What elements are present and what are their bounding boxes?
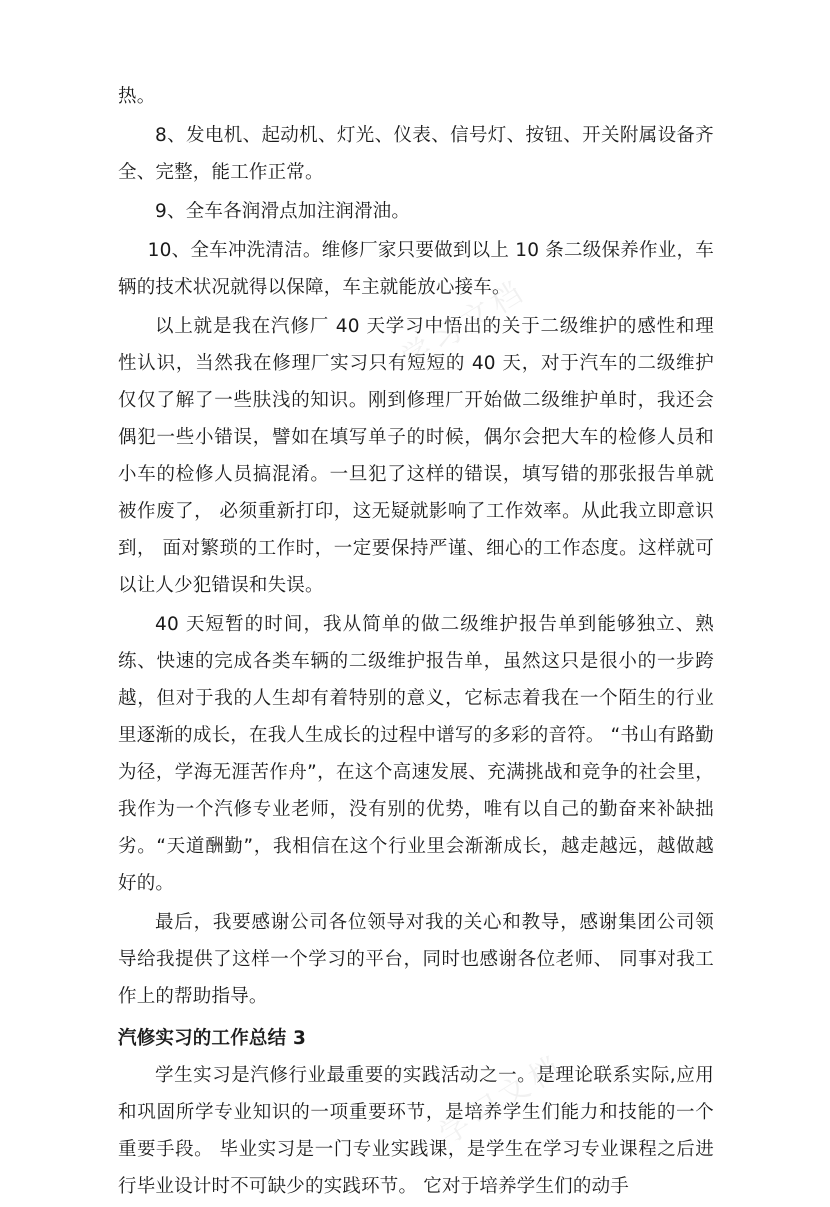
paragraph: 40 天短暂的时间，我从简单的做二级维护报告单到能够独立、熟练、快速的完成各类车辆的二级维护报告单，虽然这只是很小的一步跨越，但对于我的人生却有着特别的意义，它标志着我在一个陌生的行业里逐渐的成长，在我人生成长的过程中谱写的多彩的音符。 “书山有路勤为径，学海无涯苦作舟”，在这个高速发展、充满挑战和竞争的社会里，我作为一个汽修专业老师，没有别的优势，唯有以自己的勤奋来补缺拙劣。“天道酬勤”，我相信在这个行业里会渐渐成长，越走越远，越做越好的。 <box>118 614 714 894</box>
section-heading: 汽修实习的工作总结 3 <box>118 1028 307 1049</box>
paragraph: 9、全车各润滑点加注润滑油。 <box>155 201 411 222</box>
paragraph: 10、全车冲洗清洁。维修厂家只要做到以上 10 条二级保养作业，车辆的技术状况就得以保障，车主就能放心接车。 <box>118 240 714 298</box>
paragraph: 最后，我要感谢公司各位领导对我的关心和教导，感谢集团公司领导给我提供了这样一个学习的平台，同时也感谢各位老师、 同事对我工作上的帮助指导。 <box>118 912 714 1007</box>
paragraph: 热。 <box>118 86 156 107</box>
watermark-2: 学习文档 <box>433 1048 571 1152</box>
paragraph: 以上就是我在汽修厂 40 天学习中悟出的关于二级维护的感性和理性认识，当然我在修理厂实习只有短短的 40 天，对于汽车的二级维护仅仅了解了一些肤浅的知识。刚到修理厂开始做二级维护单时，我还会偶犯一些小错误，譬如在填写单子的时候，偶尔会把大车的检修人员和小车的检修人员搞混淆。一旦犯了这样的错误，填写错的那张报告单就被作废了， 必须重新打印，这无疑就影响了工作效率。从此我立即意识到， 面对繁琐的工作时，一定要保持严谨、细心的工作态度。这样就可以让人少犯错误和失误。 <box>118 316 714 596</box>
document-body <box>118 78 714 1207</box>
paragraph: 学生实习是汽修行业最重要的实践活动之一。是理论联系实际,应用和巩固所学专业知识的一项重要环节，是培养学生们能力和技能的一个重要手段。 毕业实习是一门专业实践课，是学生在学习专业课程之后进行毕业设计时不可缺少的实践环节。 它对于培养学生们的动手 <box>118 1065 714 1197</box>
paragraph: 8、发电机、起动机、灯光、仪表、信号灯、按钮、开关附属设备齐全、完整，能工作正常。 <box>118 125 714 183</box>
watermark-1: 学习文档 <box>395 273 533 377</box>
